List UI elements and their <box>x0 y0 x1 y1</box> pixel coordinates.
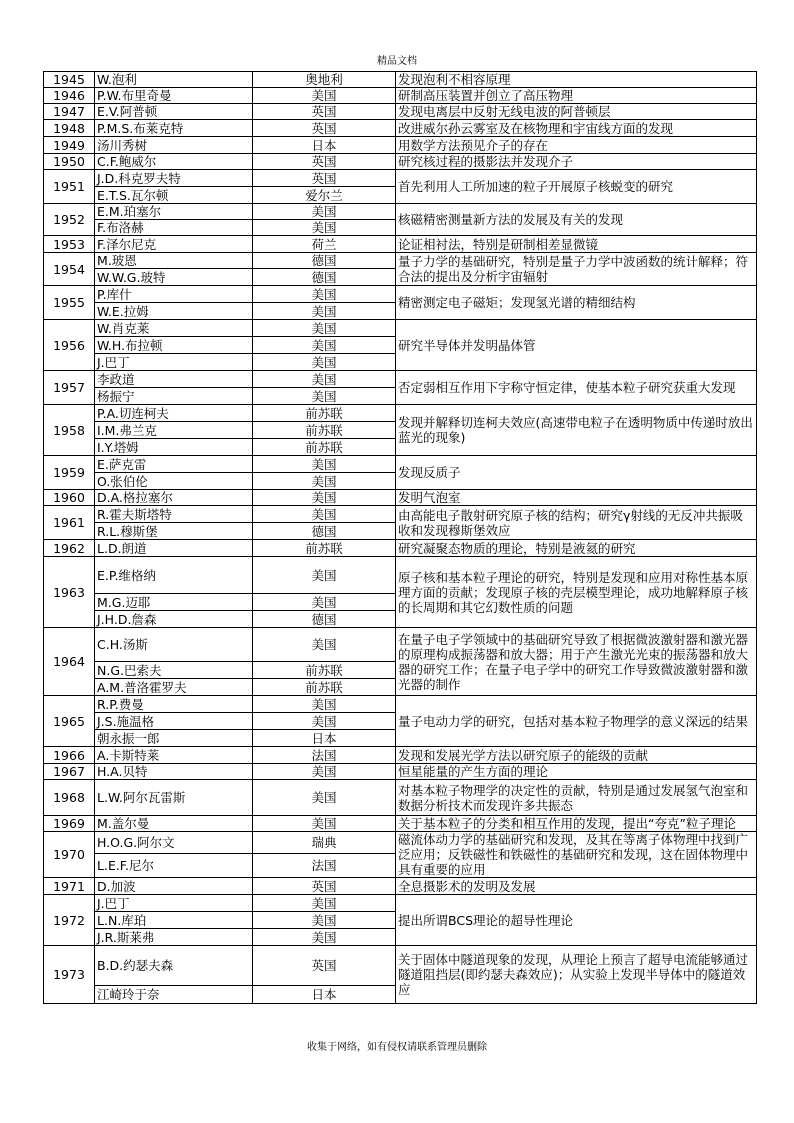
country-cell: 美国 <box>253 286 396 303</box>
country-cell: 日本 <box>253 137 396 154</box>
page-header: 精品文档 <box>377 56 417 67</box>
country-cell: 英国 <box>253 104 396 120</box>
country-cell: 美国 <box>253 490 396 506</box>
table-row <box>44 780 757 816</box>
year-cell: 1948 <box>44 120 95 137</box>
table-row <box>44 204 757 220</box>
laureate-name-cell: H.O.G.阿尔文 <box>95 832 253 854</box>
table-row <box>44 946 757 986</box>
table-row <box>44 895 757 912</box>
achievement-cell: 发明气泡室 <box>396 490 757 506</box>
laureate-name-cell: O.张伯伦 <box>95 473 253 490</box>
country-cell: 德国 <box>253 611 396 628</box>
laureate-name-cell: 杨振宁 <box>95 388 253 405</box>
table-row <box>44 490 757 506</box>
country-cell: 美国 <box>253 696 396 713</box>
laureate-name-cell: P.库什 <box>95 286 253 303</box>
year-cell: 1951 <box>44 170 95 204</box>
table-row <box>44 320 757 337</box>
laureate-name-cell: R.P.费曼 <box>95 696 253 713</box>
table-row <box>44 696 757 713</box>
laureate-name-cell: J.巴丁 <box>95 354 253 371</box>
country-cell: 美国 <box>253 912 396 929</box>
country-cell: 美国 <box>253 204 396 220</box>
table-row <box>44 405 757 422</box>
achievement-cell: 磁流体动力学的基础研究和发现，及其在等离子体物理中找到广泛应用；反铁磁性和铁磁性的基础研究和发现，这在固体物理中具有重要的应用 <box>396 832 757 878</box>
table-row <box>44 253 757 269</box>
achievement-cell: 研制高压装置并创立了高压物理 <box>396 88 757 104</box>
laureate-name-cell: J.S.施温格 <box>95 713 253 730</box>
country-cell: 德国 <box>253 269 396 286</box>
year-cell: 1962 <box>44 540 95 557</box>
laureate-name-cell: F.布洛赫 <box>95 220 253 236</box>
country-cell: 法国 <box>253 747 396 764</box>
laureate-name-cell: L.W.阿尔瓦雷斯 <box>95 780 253 816</box>
table-row <box>44 816 757 832</box>
year-cell: 1956 <box>44 320 95 371</box>
laureate-name-cell: I.M.弗兰克 <box>95 422 253 439</box>
table-row <box>44 540 757 557</box>
country-cell: 前苏联 <box>253 540 396 557</box>
achievement-cell: 提出所谓BCS理论的超导性理论 <box>396 895 757 946</box>
achievement-cell: 全息摄影术的发明及发展 <box>396 878 757 895</box>
achievement-cell: 研究半导体并发明晶体管 <box>396 320 757 371</box>
achievement-cell: 关于固体中隧道现象的发现，从理论上预言了超导电流能够通过隧道阻挡层(即约瑟夫森效应)；从实验上发现半导体中的隧道效应 <box>396 946 757 1004</box>
table-row <box>44 832 757 854</box>
laureate-name-cell: W.W.G.玻特 <box>95 269 253 286</box>
country-cell: 美国 <box>253 473 396 490</box>
table-row <box>44 371 757 388</box>
table-row <box>44 506 757 523</box>
laureate-name-cell: F.泽尔尼克 <box>95 236 253 253</box>
laureate-name-cell: M.玻恩 <box>95 253 253 269</box>
achievement-cell: 关于基本粒子的分类和相互作用的发现，提出“夸克”粒子理论 <box>396 816 757 832</box>
year-cell: 1964 <box>44 628 95 696</box>
laureate-name-cell: N.G.巴索夫 <box>95 662 253 679</box>
achievement-cell: 否定弱相互作用下宇称守恒定律，使基本粒子研究获重大发现 <box>396 371 757 405</box>
year-cell: 1953 <box>44 236 95 253</box>
achievement-cell: 对基本粒子物理学的决定性的贡献，特别是通过发展氢气泡室和数据分析技术而发现许多共振态 <box>396 780 757 816</box>
country-cell: 英国 <box>253 946 396 986</box>
year-cell: 1950 <box>44 154 95 170</box>
laureate-name-cell: J.H.D.詹森 <box>95 611 253 628</box>
achievement-cell: 研究核过程的摄影法并发现介子 <box>396 154 757 170</box>
year-cell: 1965 <box>44 696 95 747</box>
table-row <box>44 88 757 104</box>
laureate-name-cell: R.L.穆斯堡 <box>95 523 253 540</box>
table-body <box>44 72 757 1004</box>
table-row <box>44 72 757 88</box>
laureate-name-cell: D.加波 <box>95 878 253 895</box>
achievement-cell: 量子力学的基础研究，特别是量子力学中波函数的统计解释；符合法的提出及分析宇宙辐射 <box>396 253 757 286</box>
country-cell: 美国 <box>253 337 396 354</box>
year-cell: 1970 <box>44 832 95 878</box>
country-cell: 前苏联 <box>253 405 396 422</box>
table-row <box>44 104 757 120</box>
achievement-cell: 发现并解释切连柯夫效应(高速带电粒子在透明物质中传递时放出蓝光的现象) <box>396 405 757 456</box>
country-cell: 英国 <box>253 120 396 137</box>
laureate-name-cell: W.H.布拉顿 <box>95 337 253 354</box>
country-cell: 奥地利 <box>253 72 396 88</box>
achievement-cell: 恒星能量的产生方面的理论 <box>396 764 757 780</box>
country-cell: 前苏联 <box>253 422 396 439</box>
country-cell: 英国 <box>253 170 396 187</box>
country-cell: 前苏联 <box>253 662 396 679</box>
laureate-name-cell: L.D.朗道 <box>95 540 253 557</box>
laureate-name-cell: E.V.阿普顿 <box>95 104 253 120</box>
year-cell: 1945 <box>44 72 95 88</box>
country-cell: 美国 <box>253 780 396 816</box>
country-cell: 美国 <box>253 354 396 371</box>
laureate-name-cell: E.P.维格纳 <box>95 557 253 594</box>
country-cell: 美国 <box>253 816 396 832</box>
country-cell: 瑞典 <box>253 832 396 854</box>
country-cell: 德国 <box>253 523 396 540</box>
country-cell: 美国 <box>253 88 396 104</box>
country-cell: 英国 <box>253 154 396 170</box>
country-cell: 美国 <box>253 320 396 337</box>
country-cell: 美国 <box>253 929 396 946</box>
year-cell: 1969 <box>44 816 95 832</box>
laureate-name-cell: E.M.珀塞尔 <box>95 204 253 220</box>
laureate-name-cell: P.M.S.布莱克特 <box>95 120 253 137</box>
year-cell: 1968 <box>44 780 95 816</box>
achievement-cell: 量子电动力学的研究，包括对基本粒子物理学的意义深远的结果 <box>396 696 757 747</box>
table-row <box>44 236 757 253</box>
laureate-name-cell: W.泡利 <box>95 72 253 88</box>
achievement-cell: 发现反质子 <box>396 456 757 490</box>
country-cell: 荷兰 <box>253 236 396 253</box>
year-cell: 1967 <box>44 764 95 780</box>
page-footer: 收集于网络，如有侵权请联系管理员删除 <box>307 1042 487 1053</box>
year-cell: 1966 <box>44 747 95 764</box>
nobel-physics-table <box>43 71 757 1004</box>
achievement-cell: 首先利用人工所加速的粒子开展原子核蜕变的研究 <box>396 170 757 204</box>
table-row <box>44 286 757 303</box>
year-cell: 1954 <box>44 253 95 286</box>
year-cell: 1957 <box>44 371 95 405</box>
achievement-cell: 发现泡利不相容原理 <box>396 72 757 88</box>
year-cell: 1961 <box>44 506 95 540</box>
laureate-name-cell: 汤川秀树 <box>95 137 253 154</box>
achievement-cell: 由高能电子散射研究原子核的结构；研究γ射线的无反冲共振吸收和发现穆斯堡效应 <box>396 506 757 540</box>
laureate-name-cell: P.A.切连柯夫 <box>95 405 253 422</box>
table-row <box>44 456 757 473</box>
laureate-name-cell: H.A.贝特 <box>95 764 253 780</box>
country-cell: 美国 <box>253 557 396 594</box>
table-row <box>44 628 757 662</box>
country-cell: 日本 <box>253 730 396 747</box>
table-row <box>44 878 757 895</box>
country-cell: 美国 <box>253 628 396 662</box>
country-cell: 日本 <box>253 986 396 1004</box>
achievement-cell: 发现电离层中反射无线电波的阿普顿层 <box>396 104 757 120</box>
country-cell: 前苏联 <box>253 679 396 696</box>
country-cell: 美国 <box>253 388 396 405</box>
laureate-name-cell: W.肖克莱 <box>95 320 253 337</box>
country-cell: 美国 <box>253 456 396 473</box>
country-cell: 美国 <box>253 303 396 320</box>
laureate-name-cell: L.N.库珀 <box>95 912 253 929</box>
laureate-name-cell: P.W.布里奇曼 <box>95 88 253 104</box>
laureate-name-cell: J.R.斯莱弗 <box>95 929 253 946</box>
year-cell: 1955 <box>44 286 95 320</box>
year-cell: 1958 <box>44 405 95 456</box>
table-row <box>44 747 757 764</box>
laureate-name-cell: R.霍夫斯塔特 <box>95 506 253 523</box>
laureate-name-cell: M.盖尔曼 <box>95 816 253 832</box>
year-cell: 1971 <box>44 878 95 895</box>
year-cell: 1972 <box>44 895 95 946</box>
achievement-cell: 在量子电子学领域中的基础研究导致了根据微波激射器和激光器的原理构成振荡器和放大器；用于产生激光光束的振荡器和放大器的研究工作；在量子电子学中的研究工作导致微波激射器和激光器的制作 <box>396 628 757 696</box>
laureate-name-cell: D.A.格拉塞尔 <box>95 490 253 506</box>
country-cell: 美国 <box>253 764 396 780</box>
year-cell: 1949 <box>44 137 95 154</box>
laureate-name-cell: I.Y.塔姆 <box>95 439 253 456</box>
table-row <box>44 137 757 154</box>
laureate-name-cell: 李政道 <box>95 371 253 388</box>
country-cell: 美国 <box>253 895 396 912</box>
laureate-name-cell: E.萨克雷 <box>95 456 253 473</box>
table-row <box>44 557 757 594</box>
achievement-cell: 核磁精密测量新方法的发展及有关的发现 <box>396 204 757 236</box>
achievement-cell: 原子核和基本粒子理论的研究，特别是发现和应用对称性基本原理方面的贡献；发现原子核的壳层模型理论，成功地解释原子核的长周期和其它幻数性质的问题 <box>396 557 757 628</box>
achievement-cell: 发现和发展光学方法以研究原子的能级的贡献 <box>396 747 757 764</box>
achievement-cell: 用数学方法预见介子的存在 <box>396 137 757 154</box>
country-cell: 英国 <box>253 878 396 895</box>
country-cell: 美国 <box>253 594 396 611</box>
country-cell: 前苏联 <box>253 439 396 456</box>
country-cell: 美国 <box>253 220 396 236</box>
country-cell: 德国 <box>253 253 396 269</box>
laureate-name-cell: C.F.鲍威尔 <box>95 154 253 170</box>
achievement-cell: 论证相衬法，特别是研制相差显微镜 <box>396 236 757 253</box>
table-row <box>44 764 757 780</box>
year-cell: 1960 <box>44 490 95 506</box>
country-cell: 美国 <box>253 713 396 730</box>
laureate-name-cell: C.H.汤斯 <box>95 628 253 662</box>
laureate-name-cell: J.D.科克罗夫特 <box>95 170 253 187</box>
laureate-name-cell: W.E.拉姆 <box>95 303 253 320</box>
laureate-name-cell: B.D.约瑟夫森 <box>95 946 253 986</box>
achievement-cell: 改进威尔孙云雾室及在核物理和宇宙线方面的发现 <box>396 120 757 137</box>
laureate-name-cell: L.E.F.尼尔 <box>95 854 253 878</box>
laureate-name-cell: 朝永振一郎 <box>95 730 253 747</box>
laureate-name-cell: M.G.迈耶 <box>95 594 253 611</box>
country-cell: 美国 <box>253 371 396 388</box>
laureate-name-cell: A.卡斯特莱 <box>95 747 253 764</box>
table-row <box>44 154 757 170</box>
achievement-cell: 精密测定电子磁矩；发现氢光谱的精细结构 <box>396 286 757 320</box>
table-row <box>44 120 757 137</box>
year-cell: 1952 <box>44 204 95 236</box>
table-row <box>44 170 757 187</box>
year-cell: 1959 <box>44 456 95 490</box>
year-cell: 1973 <box>44 946 95 1004</box>
year-cell: 1946 <box>44 88 95 104</box>
laureate-name-cell: J.巴丁 <box>95 895 253 912</box>
laureate-name-cell: 江崎玲于奈 <box>95 986 253 1004</box>
achievement-cell: 研究凝聚态物质的理论，特别是液氦的研究 <box>396 540 757 557</box>
country-cell: 法国 <box>253 854 396 878</box>
country-cell: 爱尔兰 <box>253 187 396 204</box>
year-cell: 1947 <box>44 104 95 120</box>
country-cell: 美国 <box>253 506 396 523</box>
laureate-name-cell: E.T.S.瓦尔顿 <box>95 187 253 204</box>
laureate-name-cell: A.M.普洛霍罗夫 <box>95 679 253 696</box>
year-cell: 1963 <box>44 557 95 628</box>
